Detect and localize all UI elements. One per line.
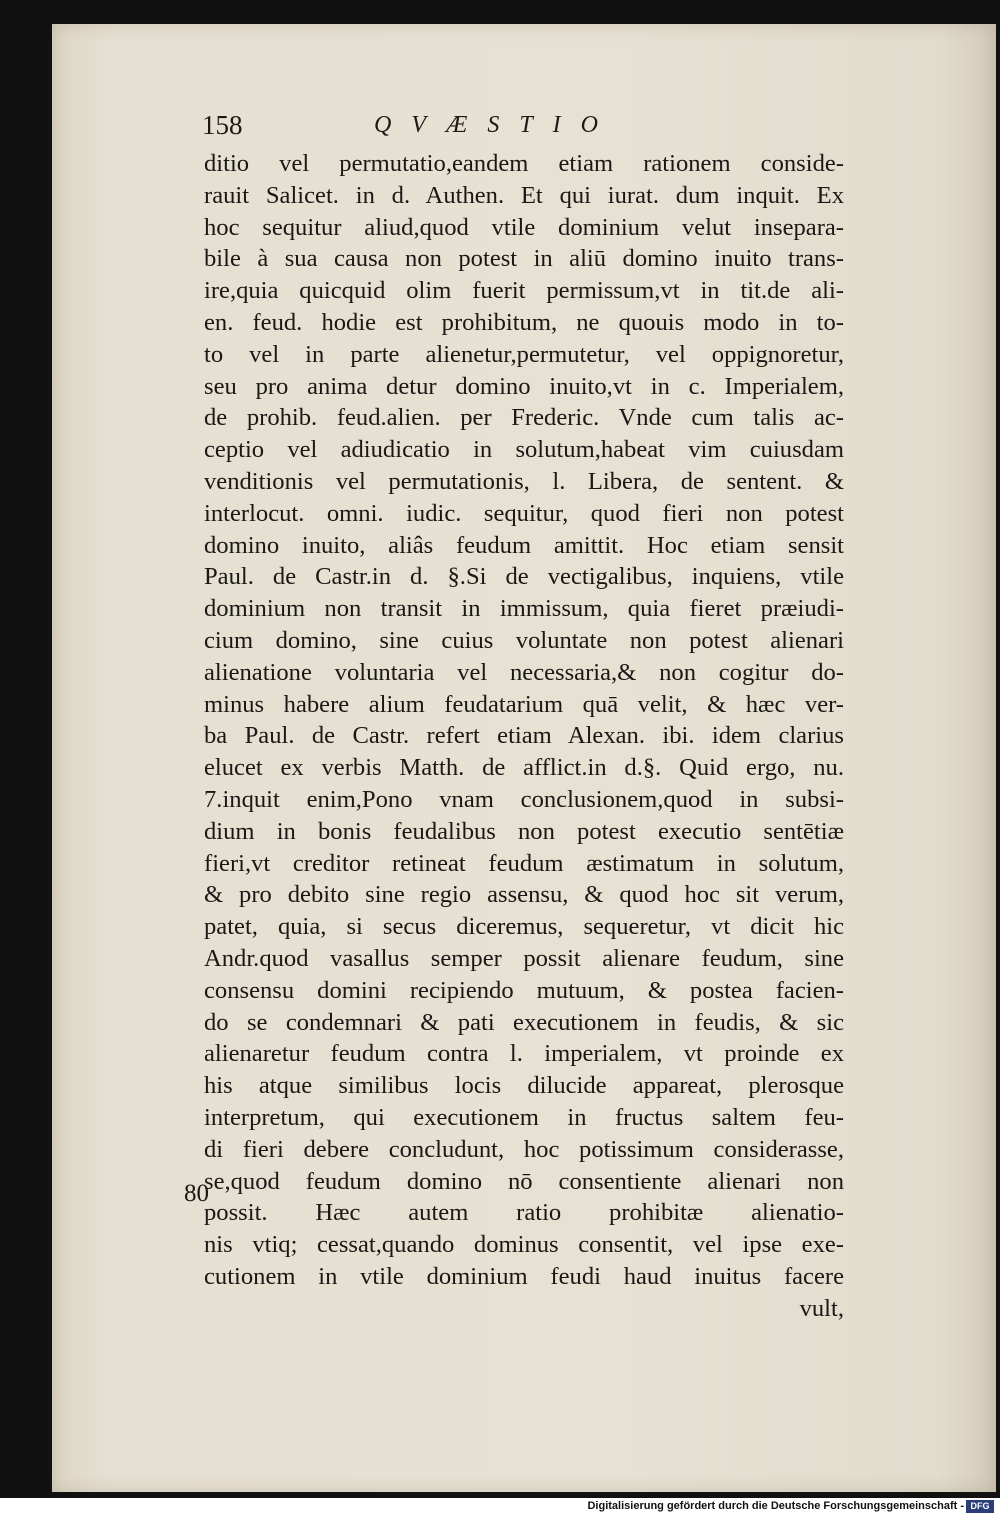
dfg-logo: DFG [966,1500,994,1513]
text-line: dominium non transit in immissum, quia fieret præiudi- [204,595,844,623]
text-line: & pro debito sine regio assensu, & quod hoc sit verum, [204,881,844,909]
text-line: ire,quia quicquid olim fuerit permissum,vt in tit.de ali- [204,277,844,305]
text-line: en. feud. hodie est prohibitum, ne quouis modo in to- [204,308,844,336]
text-line: cutionem in vtile dominium feudi haud inuitus facere [204,1262,844,1290]
text-line: do se condemnari & pati executionem in feudis, & sic [204,1008,844,1036]
running-title: QVÆSTIO [374,112,619,138]
text-line: minus habere alium feudatarium quā velit, & hæc ver- [204,690,844,718]
text-line: ditio vel permutatio,eandem etiam rationem conside- [204,150,844,177]
page-number: 158 [202,110,243,140]
text-line: fieri,vt creditor retineat feudum æstimatum in solutum, [204,849,844,877]
marginal-number: 80 [184,1180,209,1207]
text-line: his atque similibus locis dilucide appareat, plerosque [204,1072,844,1100]
text-line: venditionis vel permutationis, l. Libera, de sentent. & [204,467,844,495]
text-line: alienaretur feudum contra l. imperialem, vt proinde ex [204,1040,844,1068]
text-line: vult, [799,1294,844,1322]
text-line: possit. Hæc autem ratio prohibitæ alienatio- [204,1199,844,1227]
text-line: to vel in parte alienetur,permutetur, vel oppignoretur, [204,340,844,368]
text-line: rauit Salicet. in d. Authen. Et qui iurat. dum inquit. Ex [204,181,844,209]
text-line: cium domino, sine cuius voluntate non potest alienari [204,626,844,654]
text-line: patet, quia, si secus diceremus, sequeretur, vt dicit hic [204,913,844,941]
text-line: Andr.quod vasallus semper possit alienare feudum, sine [204,944,844,972]
text-line: consensu domini recipiendo mutuum, & postea facien- [204,976,844,1004]
text-line: seu pro anima detur domino inuito,vt in c. Imperialem, [204,372,844,400]
text-line: de prohib. feud.alien. per Frederic. Vnde cum talis ac- [204,404,844,432]
text-line: interlocut. omni. iudic. sequitur, quod fieri non potest [204,499,844,527]
text-line: di fieri debere concludunt, hoc potissimum considerasse, [204,1135,844,1163]
text-line: Paul. de Castr.in d. §.Si de vectigalibus, inquiens, vtile [204,563,844,591]
text-line: ba Paul. de Castr. refert etiam Alexan. ibi. idem clarius [204,722,844,750]
footer-credit: Digitalisierung gefördert durch die Deutsche Forschungsgemeinschaft - [587,1500,964,1512]
text-line: dium in bonis feudalibus non potest executio sentētiæ [204,817,844,845]
footer-bar [0,1498,1000,1516]
text-line: domino inuito, aliâs feudum amittit. Hoc etiam sensit [204,531,844,559]
text-line: hoc sequitur aliud,quod vtile dominium velut insepara- [204,213,844,241]
text-line: elucet ex verbis Matth. de afflict.in d.§. Quid ergo, nu. [204,754,844,782]
text-line: alienatione voluntaria vel necessaria,& non cogitur do- [204,658,844,686]
text-line: nis vtiq; cessat,quando dominus consentit, vel ipse exe- [204,1231,844,1259]
text-line: se,quod feudum domino nō consentiente alienari non [204,1167,844,1195]
body-text [204,148,844,1324]
text-line: bile à sua causa non potest in aliū domino inuito trans- [204,245,844,273]
text-line: ceptio vel adiudicatio in solutum,habeat vim cuiusdam [204,436,844,464]
text-line: interpretum, qui executionem in fructus saltem feu- [204,1103,844,1131]
text-line: 7.inquit enim,Pono vnam conclusionem,quod in subsi- [204,785,844,813]
page-header [202,110,722,150]
